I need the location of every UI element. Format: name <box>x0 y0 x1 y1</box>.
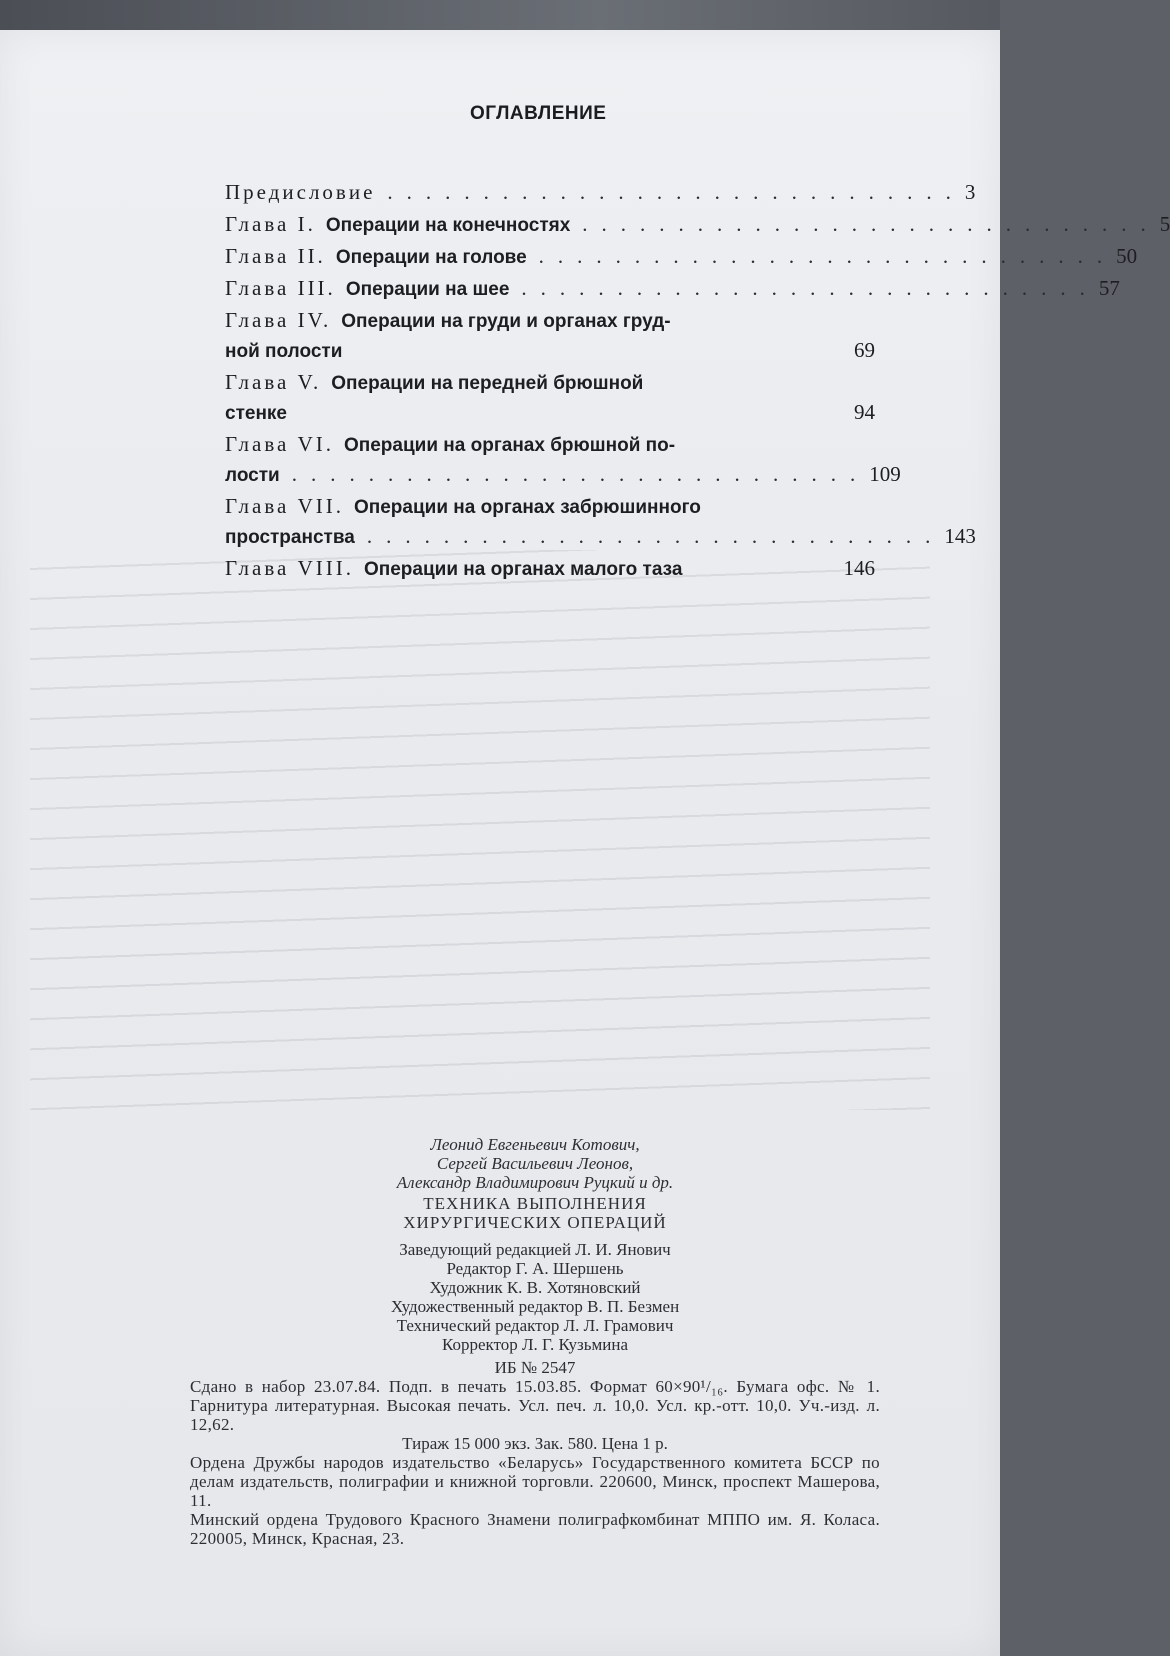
toc-entry-label: Глава I. <box>225 212 316 236</box>
toc-entry-title: Операции на конечностях <box>325 215 571 236</box>
toc-entry <box>225 494 976 554</box>
dot-leader: .............................. <box>582 212 1160 236</box>
dot-leader: .............................. <box>366 524 945 548</box>
toc-entry <box>225 244 1138 274</box>
toc-entry <box>225 276 1120 306</box>
dot-leader: .............................. <box>291 462 870 486</box>
book-title-line: ТЕХНИКА ВЫПОЛНЕНИЯ <box>423 1194 647 1213</box>
toc-entry-title-cont: ной полости <box>225 341 343 362</box>
toc-entry-page: 69 <box>854 338 875 362</box>
dot-leader <box>682 556 825 581</box>
toc-entry-title: Операции на передней брюшной <box>331 373 644 394</box>
toc-entry <box>225 556 875 586</box>
toc-entry-title-cont: лости <box>225 465 280 486</box>
book-title-line: ХИРУРГИЧЕСКИХ ОПЕРАЦИЙ <box>403 1213 667 1232</box>
toc-entry-page: 94 <box>854 400 875 424</box>
dot-leader <box>287 400 825 425</box>
top-shadow <box>0 0 1000 30</box>
toc-entry-title: Операции на голове <box>335 247 527 268</box>
print-details: Сдано в набор 23.07.84. Подп. в печать 15.03.85. Формат 60×90¹/₁₆. Бумага офс. № 1. Гарнитура литературная. Высокая печать. Усл. печ. л. 10,0. Усл. кр.-отт. 10,0. Уч.-изд. л. 12,62. <box>190 1377 880 1434</box>
bleed-through-texture <box>30 550 930 1110</box>
toc-entry-page: 57 <box>1098 276 1120 300</box>
toc-entry <box>225 308 875 368</box>
table-of-contents <box>225 180 1170 586</box>
toc-entry-label: Глава VII. <box>225 494 344 518</box>
dot-leader: .............................. <box>521 276 1099 300</box>
ib-number: ИБ № 2547 <box>494 1358 576 1377</box>
toc-entry <box>225 212 1170 242</box>
toc-entry-page: 5 <box>1159 212 1170 236</box>
author-line: Александр Владимирович Руцкий и др. <box>396 1173 674 1192</box>
staff-line: Корректор Л. Г. Кузьмина <box>442 1335 628 1354</box>
toc-entry-label: Глава V. <box>225 370 322 394</box>
publisher-info: Ордена Дружбы народов издательство «Беларусь» Государственного комитета БССР по делам издательств, полиграфии и книжной торговли. 220600, Минск, проспект Машерова, 11. <box>190 1453 880 1510</box>
toc-entry-page: 146 <box>843 556 875 580</box>
toc-entry-label: Глава VI. <box>225 432 334 456</box>
author-line: Сергей Васильевич Леонов, <box>436 1154 634 1173</box>
toc-entry <box>225 180 976 210</box>
toc-entry-title: Операции на шее <box>345 279 510 300</box>
print-run: Тираж 15 000 экз. Зак. 580. Цена 1 р. <box>402 1434 668 1453</box>
printer-info: Минский ордена Трудового Красного Знамени полиграфкомбинат МППО им. Я. Коласа. 220005, Минск, Красная, 23. <box>190 1510 880 1548</box>
toc-entry-label: Предисловие <box>225 180 376 204</box>
dot-leader <box>342 338 825 363</box>
toc-entry-page: 50 <box>1116 244 1138 268</box>
toc-entry <box>225 432 901 492</box>
staff-line: Художник К. В. Хотяновский <box>429 1278 641 1297</box>
toc-entry-title: Операции на груди и органах груд- <box>341 311 671 332</box>
toc-entry-title: Операции на органах брюшной по- <box>343 435 676 456</box>
toc-entry-title: Операции на органах малого таза <box>363 559 683 580</box>
staff-line: Технический редактор Л. Л. Грамович <box>396 1316 674 1335</box>
staff-line: Заведующий редакцией Л. И. Янович <box>399 1240 671 1259</box>
toc-entry-label: Глава II. <box>225 244 326 268</box>
dot-leader: .............................. <box>538 244 1117 268</box>
staff-line: Редактор Г. А. Шершень <box>446 1259 624 1278</box>
dot-leader: .............................. <box>387 180 965 204</box>
toc-entry-label: Глава III. <box>225 276 336 300</box>
toc-entry <box>225 370 875 430</box>
toc-title: ОГЛАВЛЕНИЕ <box>470 103 607 124</box>
toc-entry-page: 3 <box>964 180 976 204</box>
toc-entry-label: Глава IV. <box>225 308 332 332</box>
author-line: Леонид Евгеньевич Котович, <box>430 1135 640 1154</box>
staff-line: Художественный редактор В. П. Безмен <box>390 1297 680 1316</box>
toc-entry-label: Глава VIII. <box>225 556 354 580</box>
toc-entry-page: 109 <box>869 462 901 486</box>
toc-entry-title-cont: стенке <box>225 403 287 424</box>
imprint-block <box>190 1135 880 1548</box>
toc-entry-page: 143 <box>944 524 976 548</box>
toc-entry-title-cont: пространства <box>225 527 355 548</box>
toc-entry-title: Операции на органах забрюшинного <box>353 497 701 518</box>
